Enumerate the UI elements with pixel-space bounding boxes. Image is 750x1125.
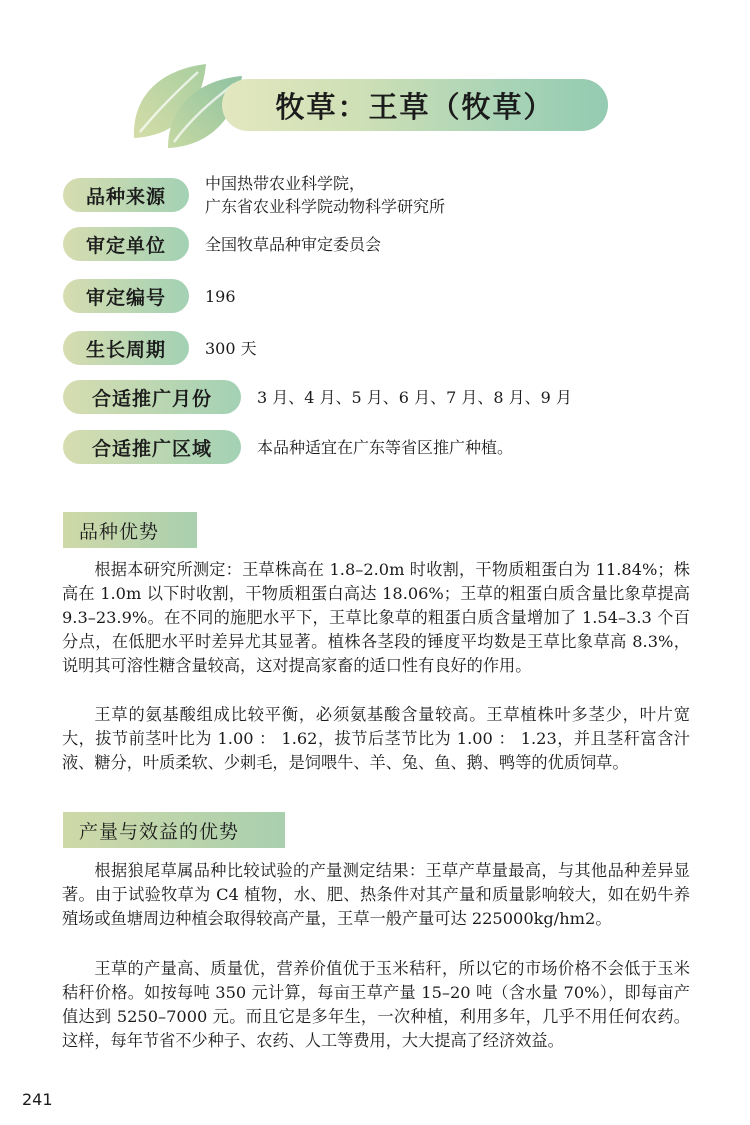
cycle-value: 300 天 <box>205 338 257 358</box>
number-label: 审定编号 <box>63 279 189 313</box>
unit-value: 全国牧草品种审定委员会 <box>205 234 382 254</box>
cycle-label: 生长周期 <box>63 331 189 365</box>
months-label: 合适推广月份 <box>63 380 241 414</box>
section-heading-yield: 产量与效益的优势 <box>63 812 285 848</box>
page-title: 牧草：王草（牧草） <box>222 79 608 131</box>
region-value: 本品种适宜在广东等省区推广种植。 <box>257 437 514 457</box>
source-label: 品种来源 <box>63 178 189 212</box>
page-number: 241 <box>22 1090 53 1109</box>
paragraph: 王草的产量高、质量优，营养价值优于玉米秸秆，所以它的市场价格不会低于玉米秸秆价格。如按每吨 350 元计算，每亩王草产量 15–20 吨（含水量 70%），即每亩产值达到 5250–7000 元。而且它是多年生，一次种植，利用多年，几乎不用任何农药。这样，每年节省不少种子、农药、人工等费用，大大提高了经济效益。 <box>62 959 690 1050</box>
section-heading-advantages: 品种优势 <box>63 512 197 548</box>
info-row-region <box>63 430 513 464</box>
unit-label: 审定单位 <box>63 227 189 261</box>
info-row-cycle <box>63 331 257 365</box>
months-value: 3 月、4 月、5 月、6 月、7 月、8 月、9 月 <box>257 387 572 407</box>
info-row-source <box>63 172 445 218</box>
info-row-unit <box>63 227 381 261</box>
paragraph: 根据狼尾草属品种比较试验的产量测定结果：王草产草量最高，与其他品种差异显著。由于试验牧草为 C4 植物，水、肥、热条件对其产量和质量影响较大，如在奶牛养殖场或鱼塘周边种植会取得较高产量，王草一般产量可达 225000kg/hm2。 <box>62 861 690 928</box>
paragraph: 王草的氨基酸组成比较平衡，必须氨基酸含量较高。王草植株叶多茎少，叶片宽大，拔节前茎叶比为 1.00 ： 1.62，拔节后茎节比为 1.00 ： 1.23，并且茎秆富含汁液、糖分，叶质柔软、少刺毛，是饲喂牛、羊、兔、鱼、鹅、鸭等的优质饲草。 <box>62 705 690 772</box>
paragraph: 根据本研究所测定：王草株高在 1.8–2.0m 时收割，干物质粗蛋白为 11.84%；株高在 1.0m 以下时收割，干物质粗蛋白高达 18.06%；王草的粗蛋白质含量比象草提高 9.3–23.9%。在不同的施肥水平下，王草比象草的粗蛋白质含量增加了 1.54–3.3 个百分点，在低肥水平时差异尤其显著。植株各茎段的锤度平均数是王草比象草高 8.3%，说明其可溶性糖含量较高，这对提高家畜的适口性有良好的作用。 <box>62 560 690 675</box>
region-label: 合适推广区域 <box>63 430 241 464</box>
info-row-months <box>63 380 572 414</box>
source-value: 中国热带农业科学院， 广东省农业科学院动物科学研究所 <box>205 174 446 216</box>
number-value: 196 <box>205 286 236 306</box>
info-row-number <box>63 279 236 313</box>
